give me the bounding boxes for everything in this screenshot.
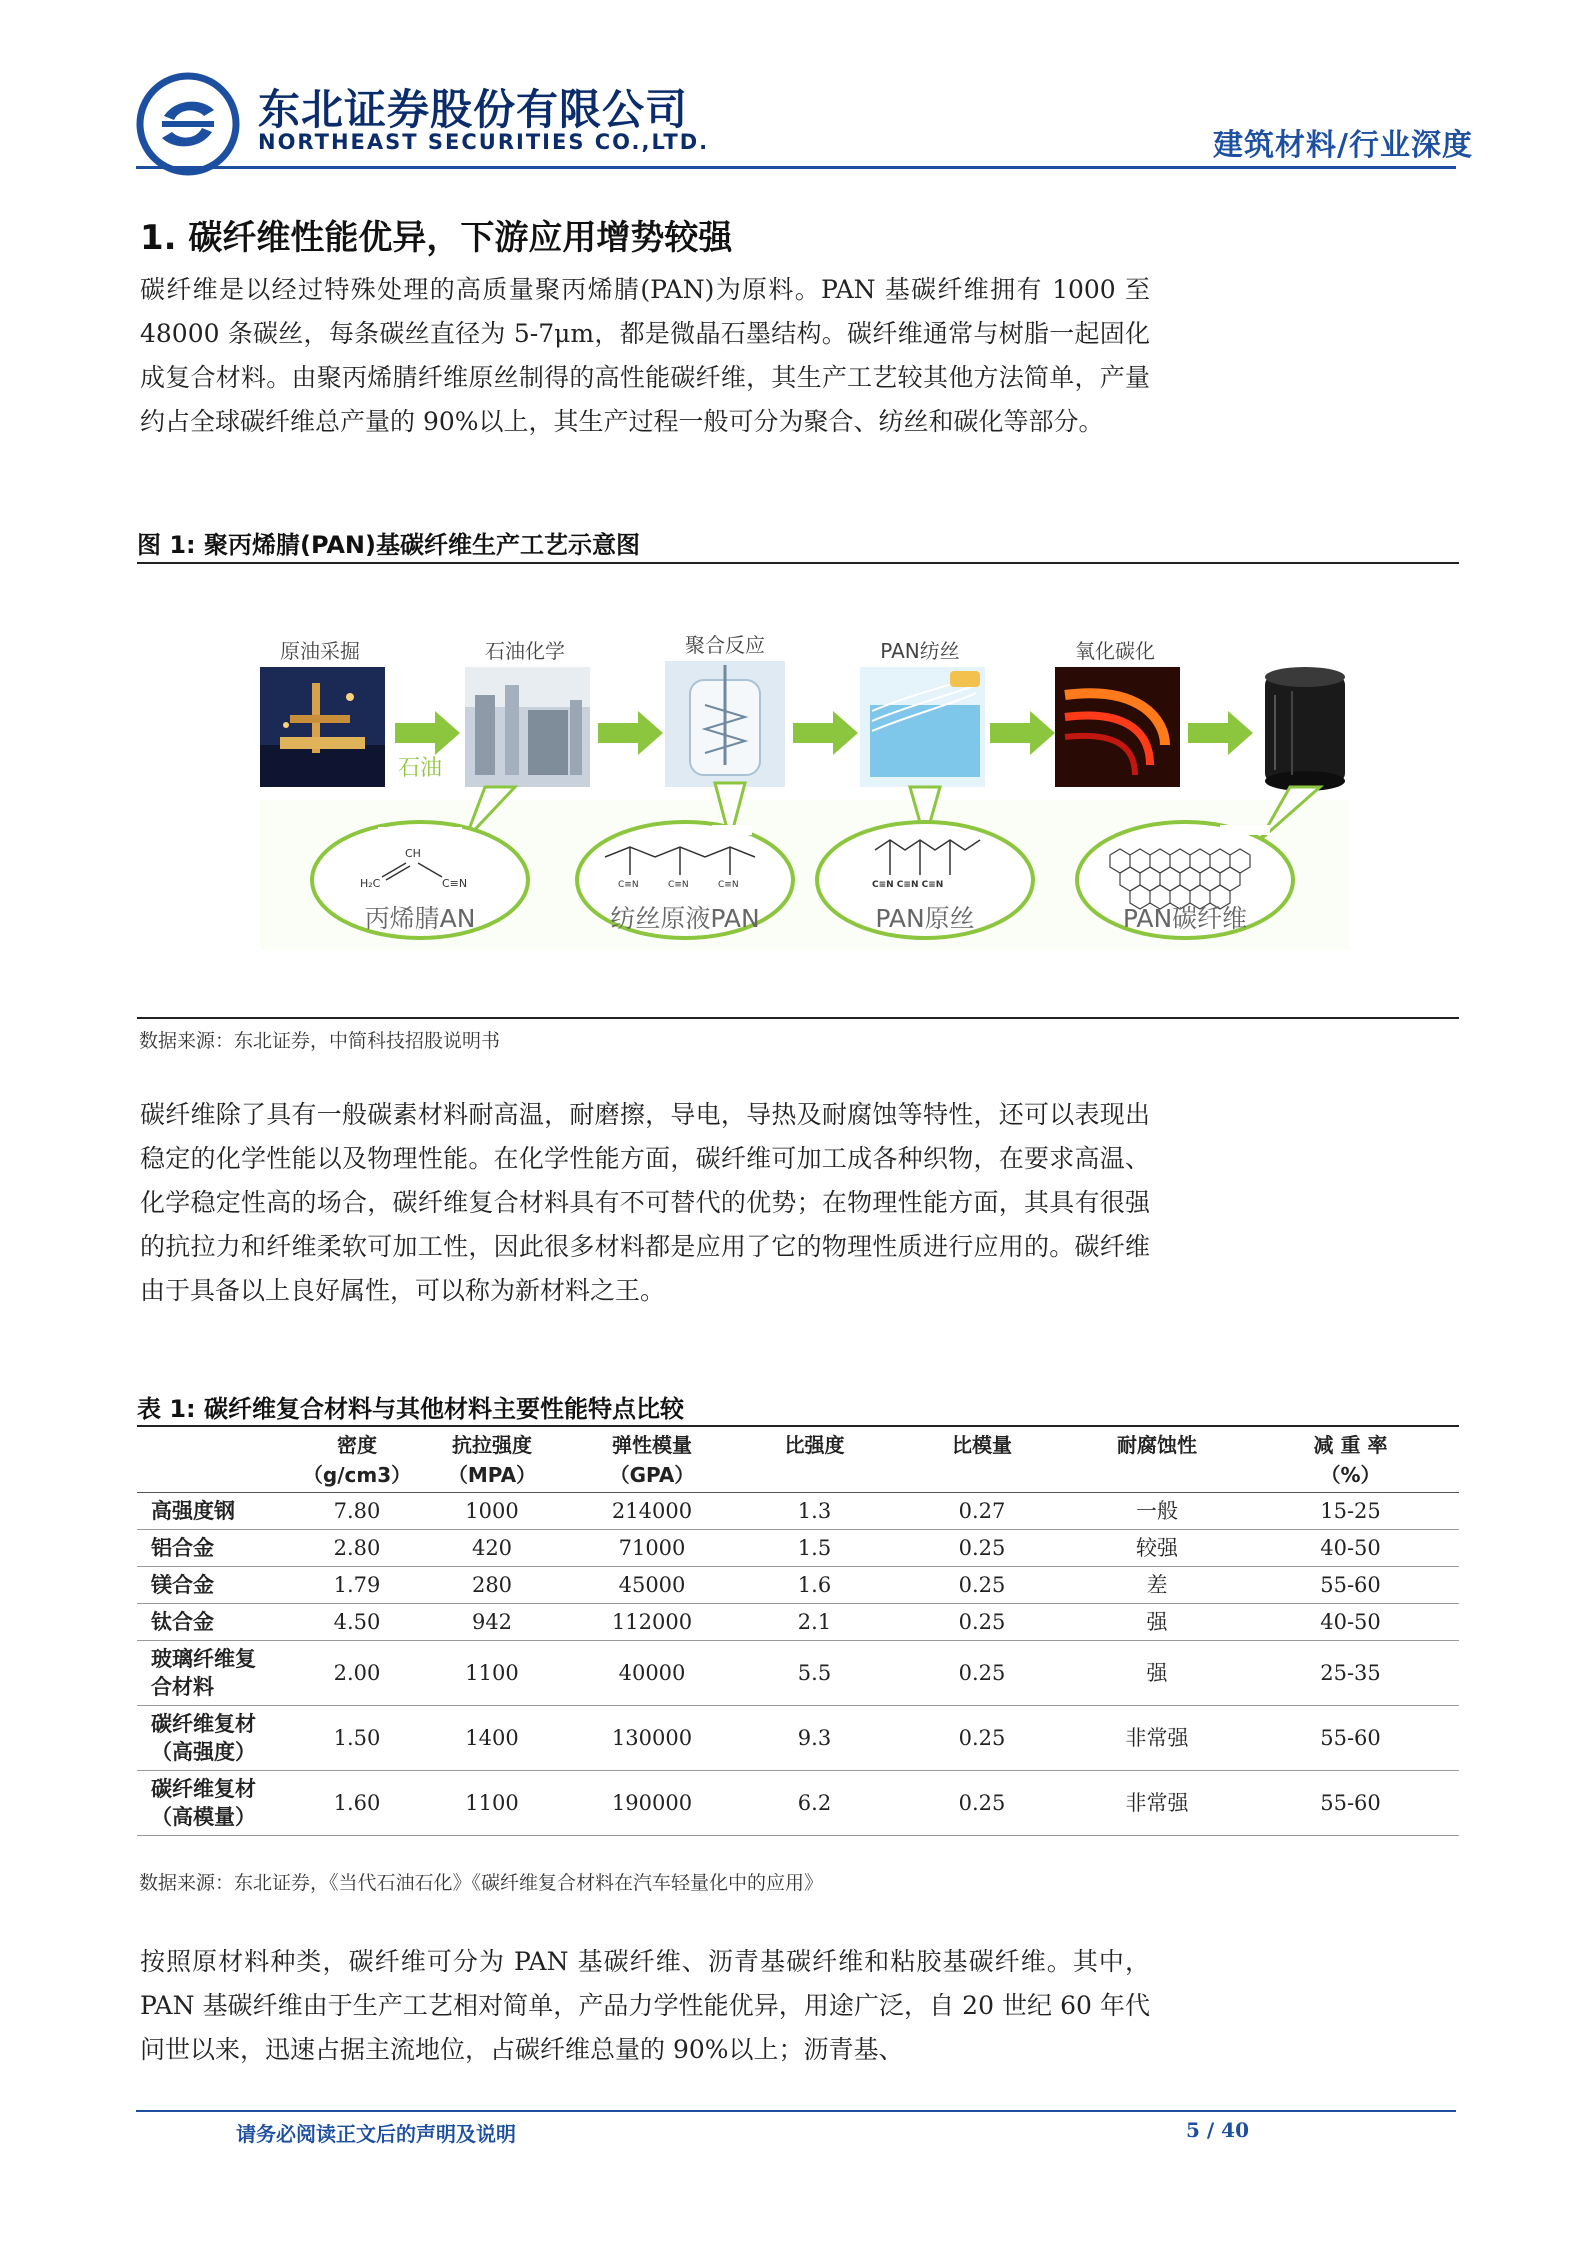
table-row — [137, 1771, 1459, 1836]
body-paragraph-2: 碳纤维除了具有一般碳素材料耐高温，耐磨擦，导电，导热及耐腐蚀等特性，还可以表现出稳定的化学性能以及物理性能。在化学性能方面，碳纤维可加工成各种织物，在要求高温、化学稳定性高的场合，碳纤维复合材料具有不可替代的优势；在物理性能方面，其具有很强的抗拉力和纤维柔软可加工性，因此很多材料都是应用了它的物理性质进行应用的。碳纤维由于具备以上良好属性，可以称为新材料之王。 — [140, 1100, 1150, 1305]
table-title: 表 1: 碳纤维复合材料与其他材料主要性能特点比较 — [137, 1395, 685, 1423]
pan-process-diagram — [260, 625, 1350, 950]
oil-rig-image — [260, 667, 385, 787]
density-cell: 1.50 — [297, 1706, 417, 1771]
density-cell: 2.00 — [297, 1641, 417, 1706]
tensile-cell: 1400 — [417, 1706, 567, 1771]
corrosion-cell: 强 — [1072, 1604, 1242, 1641]
density-cell: 2.80 — [297, 1530, 417, 1567]
table-row — [137, 1493, 1459, 1530]
company-name-cn: 东北证券股份有限公司 — [258, 85, 689, 134]
section-heading: 1. 碳纤维性能优异，下游应用增势较强 — [140, 218, 733, 258]
page-header — [0, 0, 1587, 175]
northeast-securities-logo — [136, 72, 240, 176]
step-label: 石油化学 — [485, 639, 565, 663]
modulus-cell: 112000 — [567, 1604, 737, 1641]
column-header: 比模量 — [952, 1433, 1012, 1457]
column-header: 比强度 — [784, 1433, 845, 1457]
reactor-image — [665, 661, 785, 787]
material-name: 钛合金 — [137, 1604, 297, 1641]
weight-loss-cell: 40-50 — [1242, 1530, 1459, 1567]
modulus-cell: 214000 — [567, 1493, 737, 1530]
corrosion-cell: 较强 — [1072, 1530, 1242, 1567]
refinery-image — [465, 667, 590, 787]
specific-strength-cell: 9.3 — [737, 1706, 892, 1771]
tensile-cell: 1100 — [417, 1641, 567, 1706]
specific-strength-cell: 2.1 — [737, 1604, 892, 1641]
column-header: 减 重 率 （%） — [1313, 1433, 1388, 1487]
weight-loss-cell: 55-60 — [1242, 1706, 1459, 1771]
modulus-cell: 190000 — [567, 1771, 737, 1836]
svg-text:C≡N: C≡N — [668, 880, 689, 890]
process-arrow — [1188, 711, 1253, 755]
bubble-caption: PAN碳纤维 — [1122, 904, 1248, 933]
company-name-en: NORTHEAST SECURITIES CO.,LTD. — [258, 130, 710, 154]
figure-title: 图 1: 聚丙烯腈(PAN)基碳纤维生产工艺示意图 — [137, 531, 640, 559]
tensile-cell: 1100 — [417, 1771, 567, 1836]
modulus-cell: 71000 — [567, 1530, 737, 1567]
page-number: 5 / 40 — [1186, 2118, 1249, 2142]
bubble-caption: 纺丝原液PAN — [610, 904, 760, 933]
corrosion-cell: 差 — [1072, 1567, 1242, 1604]
column-header: 密度 （g/cm3） — [302, 1433, 412, 1487]
modulus-cell: 40000 — [567, 1641, 737, 1706]
specific-modulus-cell: 0.25 — [892, 1706, 1072, 1771]
arrow-label: 石油 — [397, 756, 443, 781]
corrosion-cell: 非常强 — [1072, 1706, 1242, 1771]
oxidation-carbonization-image — [1055, 667, 1180, 787]
tensile-cell: 942 — [417, 1604, 567, 1641]
table-row — [137, 1567, 1459, 1604]
specific-modulus-cell: 0.25 — [892, 1604, 1072, 1641]
specific-strength-cell: 6.2 — [737, 1771, 892, 1836]
material-name: 玻璃纤维复 合材料 — [137, 1641, 297, 1706]
materials-comparison-table — [137, 1428, 1459, 1836]
material-name: 镁合金 — [137, 1567, 297, 1604]
header-divider — [136, 166, 1456, 169]
column-header: 耐腐蚀性 — [1117, 1433, 1197, 1457]
step-label: 聚合反应 — [685, 633, 765, 657]
material-name: 铝合金 — [137, 1530, 297, 1567]
process-arrow — [990, 711, 1055, 755]
table-row — [137, 1641, 1459, 1706]
density-cell: 1.60 — [297, 1771, 417, 1836]
pan-spinning-image — [860, 667, 985, 787]
footer-disclaimer-link[interactable]: 请务必阅读正文后的声明及说明 — [236, 2122, 516, 2146]
process-arrow — [395, 711, 460, 755]
process-arrow — [598, 711, 663, 755]
weight-loss-cell: 55-60 — [1242, 1567, 1459, 1604]
report-category: 建筑材料/行业深度 — [1213, 128, 1473, 163]
modulus-cell: 45000 — [567, 1567, 737, 1604]
bubble-caption: PAN原丝 — [875, 904, 975, 933]
carbon-fiber-spool-image — [1265, 667, 1345, 791]
column-header: 弹性模量 （GPA） — [609, 1433, 695, 1487]
step-label: 氧化碳化 — [1075, 639, 1155, 663]
table-row — [137, 1530, 1459, 1567]
table-row — [137, 1604, 1459, 1641]
svg-text:C≡N: C≡N — [718, 880, 739, 890]
tensile-cell: 1000 — [417, 1493, 567, 1530]
weight-loss-cell: 15-25 — [1242, 1493, 1459, 1530]
material-name: 高强度钢 — [137, 1493, 297, 1530]
tensile-cell: 280 — [417, 1567, 567, 1604]
svg-text:C≡N: C≡N — [618, 880, 639, 890]
specific-strength-cell: 5.5 — [737, 1641, 892, 1706]
specific-strength-cell: 1.5 — [737, 1530, 892, 1567]
density-cell: 4.50 — [297, 1604, 417, 1641]
bubble-caption: 丙烯腈AN — [364, 904, 476, 933]
table-source: 数据来源：东北证券，《当代石油石化》《碳纤维复合材料在汽车轻量化中的应用》 — [139, 1872, 824, 1894]
column-header: 抗拉强度 （MPA） — [447, 1433, 537, 1487]
body-paragraph-1: 碳纤维是以经过特殊处理的高质量聚丙烯腈(PAN)为原料。PAN 基碳纤维拥有 1000 至 48000 条碳丝，每条碳丝直径为 5-7μm，都是微晶石墨结构。碳纤维通常与树脂一起固化成复合材料。由聚丙烯腈纤维原丝制得的高性能碳纤维，其生产工艺较其他方法简单，产量约占全球碳纤维总产量的 90%以上，其生产过程一般可分为聚合、纺丝和碳化等部分。 — [140, 275, 1150, 436]
svg-text:H₂C: H₂C — [360, 877, 381, 890]
table-row — [137, 1706, 1459, 1771]
corrosion-cell: 一般 — [1072, 1493, 1242, 1530]
column-header — [137, 1428, 297, 1493]
specific-modulus-cell: 0.25 — [892, 1530, 1072, 1567]
specific-modulus-cell: 0.27 — [892, 1493, 1072, 1530]
weight-loss-cell: 40-50 — [1242, 1604, 1459, 1641]
specific-modulus-cell: 0.25 — [892, 1567, 1072, 1604]
weight-loss-cell: 25-35 — [1242, 1641, 1459, 1706]
specific-strength-cell: 1.6 — [737, 1567, 892, 1604]
material-name: 碳纤维复材 （高强度） — [137, 1706, 297, 1771]
density-cell: 1.79 — [297, 1567, 417, 1604]
table-top-rule — [137, 1425, 1459, 1427]
specific-modulus-cell: 0.25 — [892, 1771, 1072, 1836]
tensile-cell: 420 — [417, 1530, 567, 1567]
corrosion-cell: 非常强 — [1072, 1771, 1242, 1836]
svg-text:C≡N: C≡N — [442, 877, 468, 890]
weight-loss-cell: 55-60 — [1242, 1771, 1459, 1836]
body-paragraph-3: 按照原材料种类，碳纤维可分为 PAN 基碳纤维、沥青基碳纤维和粘胶基碳纤维。其中，PAN 基碳纤维由于生产工艺相对简单，产品力学性能优异，用途广泛，自 20 世纪 60 年代问世以来，迅速占据主流地位，占碳纤维总量的 90%以上；沥青基、 — [140, 1947, 1150, 2064]
footer-divider — [136, 2110, 1456, 2112]
density-cell: 7.80 — [297, 1493, 417, 1530]
modulus-cell: 130000 — [567, 1706, 737, 1771]
svg-text:C≡N C≡N C≡N: C≡N C≡N C≡N — [872, 880, 944, 890]
corrosion-cell: 强 — [1072, 1641, 1242, 1706]
figure-source: 数据来源：东北证券，中简科技招股说明书 — [139, 1030, 501, 1052]
specific-modulus-cell: 0.25 — [892, 1641, 1072, 1706]
step-label: 原油采掘 — [280, 639, 360, 663]
specific-strength-cell: 1.3 — [737, 1493, 892, 1530]
figure-bottom-rule — [137, 1017, 1459, 1019]
material-name: 碳纤维复材 （高模量） — [137, 1771, 297, 1836]
svg-text:CH: CH — [405, 847, 421, 860]
figure-top-rule — [137, 562, 1459, 564]
step-label: PAN纺丝 — [880, 639, 960, 663]
process-arrow — [793, 711, 858, 755]
table-header-row — [137, 1428, 1459, 1493]
